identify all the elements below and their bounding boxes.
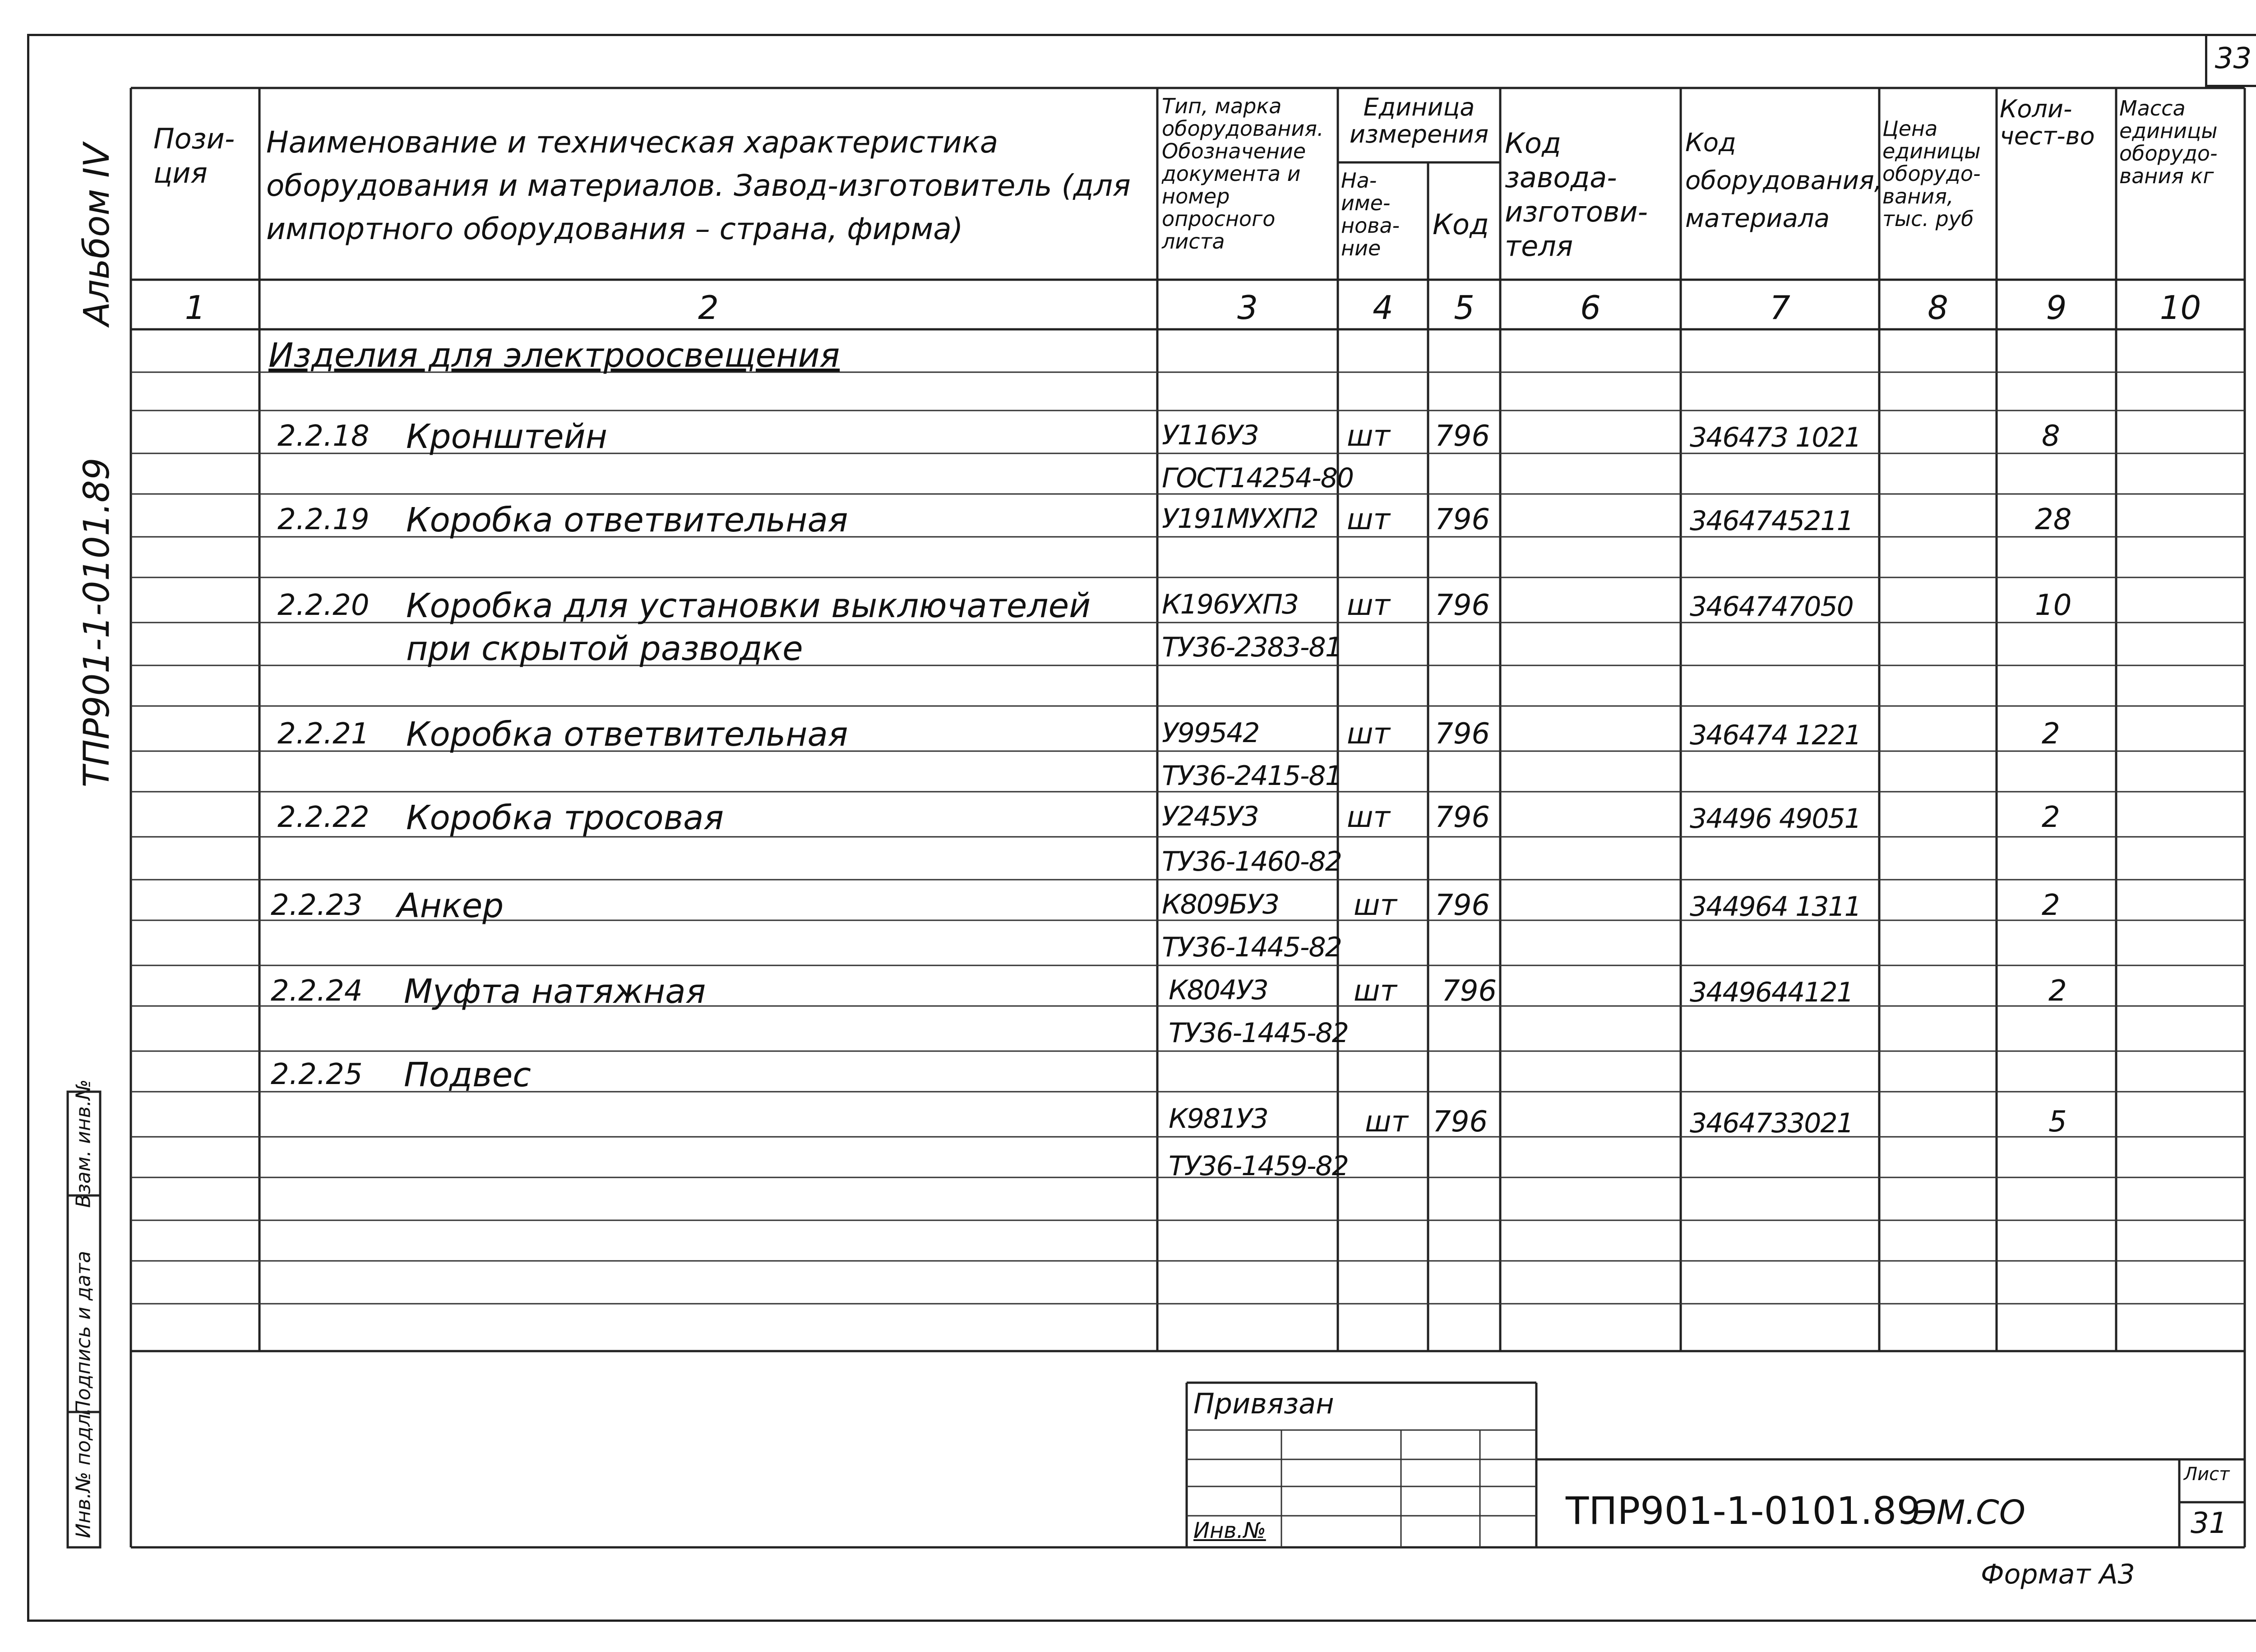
header-unit-code: Код [1433, 208, 1489, 241]
row-unit: шт [1365, 1105, 1408, 1139]
header-name: Наименование и техническая характеристика оборудования и материалов. Завод-изготовитель (для импортного оборудования – страна, фирма) [266, 125, 1131, 246]
row-position: 2.2.24 [271, 974, 363, 1008]
column-number: 4 [1373, 289, 1393, 327]
row-unit: шт [1347, 420, 1390, 453]
row-unit: шт [1354, 974, 1397, 1008]
column-number: 9 [2046, 289, 2067, 327]
row-unit-code: 796 [1435, 801, 1490, 834]
row-name: Коробка тросовая [406, 798, 724, 837]
row-position: 2.2.19 [277, 503, 370, 536]
header-mass: Масса единицы оборудо-вания кг [2119, 96, 2218, 188]
header-factory-code: Код завода-изготови-теля [1505, 127, 1648, 263]
row-position: 2.2.21 [277, 717, 370, 751]
sheet-number: 31 [2191, 1507, 2228, 1540]
row-equipment-code: 346473 1021 [1690, 422, 1861, 453]
inventory-label: Инв.№ [1193, 1518, 1266, 1543]
row-type: ТУ36-1445-82 [1169, 1017, 1348, 1049]
row-equipment-code: 34496 49051 [1690, 803, 1861, 835]
row-unit-code: 796 [1435, 503, 1490, 536]
row-quantity: 2 [2048, 974, 2067, 1008]
row-type: К196УХП3 [1162, 589, 1299, 620]
row-quantity: 2 [2042, 889, 2060, 922]
row-unit-code: 796 [1433, 1105, 1488, 1139]
row-name: Коробка ответвительная [406, 501, 848, 540]
row-position: 2.2.22 [277, 801, 370, 834]
stamp-signature-date: Подпись и дата [72, 1251, 95, 1416]
row-quantity: 2 [2042, 717, 2060, 751]
row-unit: шт [1347, 801, 1390, 834]
header-type: Тип, марка оборудования. Обозначение документа и номер опросного листа [1162, 94, 1324, 254]
column-number: 8 [1928, 289, 1948, 327]
row-name: Подвес [404, 1056, 531, 1094]
column-number: 2 [698, 289, 719, 327]
row-type: ТУ36-1460-82 [1162, 846, 1341, 877]
row-name: Муфта натяжная [404, 972, 706, 1011]
row-type: К809БУ3 [1162, 889, 1279, 920]
row-quantity: 8 [2042, 420, 2060, 453]
row-equipment-code: 3449644121 [1690, 977, 1853, 1008]
header-unit-name: На- име- нова- ние [1341, 168, 1400, 260]
column-number: 10 [2159, 289, 2201, 327]
row-unit-code: 796 [1442, 974, 1497, 1008]
row-equipment-code: 3464733021 [1690, 1107, 1853, 1139]
document-code: ТПР901-1-0101.89 [1566, 1489, 1921, 1533]
row-type: У116У3 [1162, 420, 1258, 451]
header-price: Цена единицы оборудо-вания, тыс. руб [1882, 116, 1981, 231]
row-position: 2.2.20 [277, 589, 370, 622]
page-number: 33 [2205, 34, 2256, 87]
row-type: ГОСТ14254-80 [1162, 462, 1354, 494]
row-type: К804У3 [1169, 974, 1268, 1006]
stamp-inv-original: Инв.№ подл. [72, 1407, 95, 1538]
row-unit-code: 796 [1435, 589, 1490, 622]
column-number: 3 [1237, 289, 1258, 327]
row-equipment-code: 344964 1311 [1690, 891, 1861, 923]
column-number: 1 [185, 289, 206, 327]
row-type: ТУ36-1459-82 [1169, 1150, 1348, 1182]
row-unit-code: 796 [1435, 717, 1490, 751]
row-unit: шт [1347, 717, 1390, 751]
row-type: ТУ36-1445-82 [1162, 932, 1341, 963]
row-equipment-code: 346474 1221 [1690, 720, 1861, 751]
row-unit: шт [1347, 503, 1390, 536]
row-type: У191МУХП2 [1162, 503, 1318, 535]
sheet-label: Лист [2184, 1464, 2230, 1485]
row-name: Кронштейн [406, 417, 607, 456]
row-type: У99542 [1162, 717, 1259, 749]
row-type: У245У3 [1162, 801, 1258, 832]
row-unit: шт [1354, 889, 1397, 922]
header-quantity: Коли-чест-во [2000, 95, 2095, 150]
project-code-vertical: ТПР901-1-0101.89 [77, 457, 117, 788]
header-equipment-code: Код оборудования, материала [1685, 128, 1882, 233]
format-label: Формат А3 [1981, 1559, 2135, 1590]
row-equipment-code: 3464745211 [1690, 505, 1853, 537]
row-type: ТУ36-2383-81 [1162, 632, 1341, 663]
row-quantity: 5 [2048, 1105, 2067, 1139]
row-unit-code: 796 [1435, 420, 1490, 453]
row-quantity: 10 [2035, 589, 2072, 622]
column-number: 7 [1770, 289, 1790, 327]
bound-label: Привязан [1193, 1387, 1334, 1420]
section-title: Изделия для электроосвещения [268, 336, 840, 375]
row-position: 2.2.23 [271, 889, 363, 922]
row-position: 2.2.25 [271, 1058, 363, 1091]
row-unit-code: 796 [1435, 889, 1490, 922]
row-name: Анкер [397, 886, 504, 925]
row-name: Коробка для установки выключателей [406, 586, 1091, 625]
header-position: Пози- ция [153, 122, 235, 189]
document-mark: ЭМ.СО [1913, 1493, 2025, 1532]
stamp-replaced-inv: Взам. инв.№ [72, 1079, 95, 1208]
column-number: 6 [1580, 289, 1601, 327]
row-quantity: 28 [2035, 503, 2072, 536]
row-name-continued: при скрытой разводке [406, 629, 803, 668]
row-name: Коробка ответвительная [406, 715, 848, 754]
column-number: 5 [1454, 289, 1475, 327]
row-unit: шт [1347, 589, 1390, 622]
album-label: Альбом IV [77, 143, 117, 326]
row-type: К981У3 [1169, 1103, 1268, 1135]
row-equipment-code: 3464747050 [1690, 591, 1853, 623]
row-type: ТУ36-2415-81 [1162, 760, 1341, 792]
header-unit: Единица измерения [1349, 93, 1489, 148]
row-quantity: 2 [2042, 801, 2060, 834]
row-position: 2.2.18 [277, 420, 370, 453]
